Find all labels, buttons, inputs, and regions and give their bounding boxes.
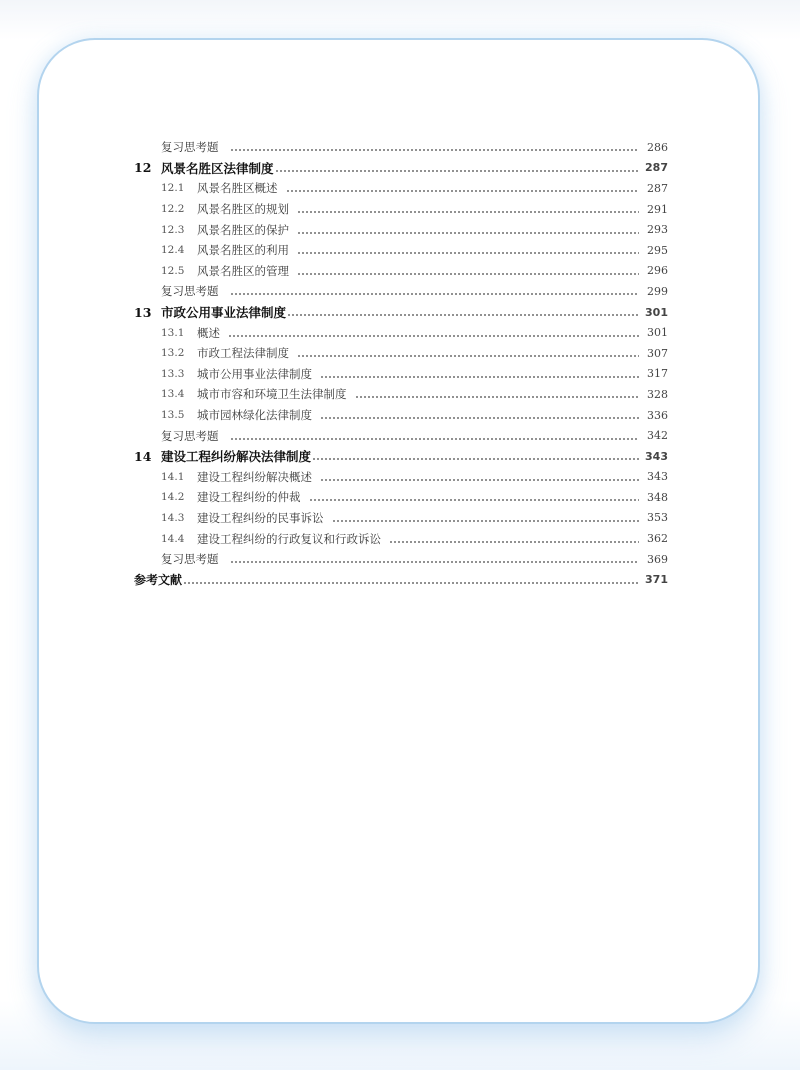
toc-entry-number: 13.5 bbox=[161, 409, 185, 422]
toc-page-number: 307 bbox=[647, 346, 668, 360]
toc-page-number: 362 bbox=[647, 532, 668, 546]
toc-review-entry[interactable] bbox=[134, 425, 668, 446]
dot-leader bbox=[320, 376, 639, 378]
toc-entry-number: 14.3 bbox=[161, 511, 185, 524]
toc-section-entry[interactable] bbox=[134, 178, 668, 199]
toc-entry-title: 建设工程纠纷解决概述 bbox=[197, 469, 312, 484]
toc-entry-title: 市政工程法律制度 bbox=[197, 346, 289, 361]
toc-entry-title: 建设工程纠纷的行政复议和行政诉讼 bbox=[197, 531, 381, 546]
toc-entry-title: 复习思考题 bbox=[161, 284, 219, 299]
dot-leader bbox=[297, 273, 639, 275]
toc-entry-number: 12.2 bbox=[161, 203, 185, 216]
toc-entry-title: 建设工程纠纷的民事诉讼 bbox=[197, 510, 324, 525]
dot-leader bbox=[228, 335, 639, 337]
toc-entry-title: 复习思考题 bbox=[161, 552, 219, 567]
toc-entry-title: 风景名胜区的管理 bbox=[197, 263, 289, 278]
toc-page-number: 317 bbox=[647, 367, 668, 381]
toc-section-entry[interactable] bbox=[134, 364, 668, 385]
toc-entry-number: 13.1 bbox=[161, 326, 185, 339]
toc-page-number: 301 bbox=[645, 305, 668, 319]
toc-page-number: 336 bbox=[647, 408, 668, 422]
dot-leader bbox=[183, 582, 639, 584]
toc-review-entry[interactable] bbox=[134, 137, 668, 158]
toc-page-number: 342 bbox=[647, 429, 668, 443]
dot-leader bbox=[297, 252, 639, 254]
toc-section-entry[interactable] bbox=[134, 343, 668, 364]
toc-page-number: 371 bbox=[645, 573, 668, 587]
toc-page-number: 353 bbox=[647, 511, 668, 525]
dot-leader bbox=[230, 561, 640, 563]
toc-section-entry[interactable] bbox=[134, 487, 668, 508]
toc-entry-number: 14 bbox=[134, 448, 152, 464]
dot-leader bbox=[320, 417, 639, 419]
toc-entry-number: 12 bbox=[134, 160, 152, 176]
toc-entry-number: 13.2 bbox=[161, 347, 185, 360]
toc-page-number: 343 bbox=[647, 470, 668, 484]
toc-entry-number: 13 bbox=[134, 304, 152, 320]
toc-entry-title: 风景名胜区的规划 bbox=[197, 202, 289, 217]
dot-leader bbox=[320, 479, 639, 481]
toc-page-number: 296 bbox=[647, 264, 668, 278]
dot-leader bbox=[230, 293, 640, 295]
toc-entry-title: 风景名胜区法律制度 bbox=[161, 160, 274, 176]
dot-leader bbox=[286, 190, 640, 192]
toc-entry-title: 建设工程纠纷解决法律制度 bbox=[161, 449, 312, 465]
dot-leader bbox=[287, 314, 639, 316]
toc-entry-number: 14.2 bbox=[161, 491, 185, 504]
toc-chapter-entry[interactable] bbox=[134, 302, 668, 323]
toc-page-number: 369 bbox=[647, 552, 668, 566]
toc-section-entry[interactable] bbox=[134, 467, 668, 488]
toc-entry-title: 参考文献 bbox=[134, 573, 183, 588]
toc-ref-entry[interactable] bbox=[134, 569, 668, 590]
toc-page-number: 293 bbox=[647, 223, 668, 237]
toc-entry-title: 城市园林绿化法律制度 bbox=[197, 408, 312, 423]
toc-entry-number: 13.4 bbox=[161, 388, 185, 401]
toc-page-number: 287 bbox=[647, 181, 668, 195]
toc-section-entry[interactable] bbox=[134, 261, 668, 282]
toc-entry-number: 12.1 bbox=[161, 182, 185, 195]
toc-entry-title: 市政公用事业法律制度 bbox=[161, 305, 287, 321]
toc-entry-title: 城市公用事业法律制度 bbox=[197, 366, 312, 381]
toc-section-entry[interactable] bbox=[134, 240, 668, 261]
dot-leader bbox=[389, 541, 639, 543]
toc-page-number: 291 bbox=[647, 202, 668, 216]
toc-page-number: 299 bbox=[647, 284, 668, 298]
toc-section-entry[interactable] bbox=[134, 405, 668, 426]
toc-entry-number: 12.4 bbox=[161, 244, 185, 257]
toc-section-entry[interactable] bbox=[134, 322, 668, 343]
dot-leader bbox=[230, 149, 640, 151]
toc-entry-title: 概述 bbox=[197, 325, 220, 340]
dot-leader bbox=[275, 170, 639, 172]
toc-chapter-entry[interactable] bbox=[134, 446, 668, 467]
toc-entry-title: 风景名胜区概述 bbox=[197, 181, 278, 196]
toc-entry-title: 城市市容和环境卫生法律制度 bbox=[197, 387, 347, 402]
toc-page-number: 286 bbox=[647, 140, 668, 154]
dot-leader bbox=[297, 211, 639, 213]
toc-entry-title: 复习思考题 bbox=[161, 428, 219, 443]
toc-entry-number: 14.1 bbox=[161, 470, 185, 483]
dot-leader bbox=[230, 438, 640, 440]
toc-page-number: 295 bbox=[647, 243, 668, 257]
dot-leader bbox=[297, 355, 639, 357]
table-of-contents bbox=[134, 137, 668, 590]
toc-entry-number: 13.3 bbox=[161, 367, 185, 380]
toc-page-number: 287 bbox=[645, 161, 668, 175]
toc-entry-title: 复习思考题 bbox=[161, 140, 219, 155]
dot-leader bbox=[297, 232, 639, 234]
dot-leader bbox=[332, 520, 640, 522]
toc-page-number: 328 bbox=[647, 387, 668, 401]
dot-leader bbox=[312, 458, 639, 460]
toc-chapter-entry[interactable] bbox=[134, 158, 668, 179]
toc-entry-title: 风景名胜区的保护 bbox=[197, 222, 289, 237]
toc-section-entry[interactable] bbox=[134, 199, 668, 220]
dot-leader bbox=[309, 499, 640, 501]
toc-review-entry[interactable] bbox=[134, 281, 668, 302]
toc-page-number: 301 bbox=[647, 326, 668, 340]
toc-section-entry[interactable] bbox=[134, 384, 668, 405]
toc-entry-number: 14.4 bbox=[161, 532, 185, 545]
toc-section-entry[interactable] bbox=[134, 219, 668, 240]
toc-entry-title: 建设工程纠纷的仲裁 bbox=[197, 490, 301, 505]
toc-page-number: 348 bbox=[647, 490, 668, 504]
toc-entry-title: 风景名胜区的利用 bbox=[197, 243, 289, 258]
dot-leader bbox=[355, 396, 640, 398]
toc-section-entry[interactable] bbox=[134, 508, 668, 529]
toc-review-entry[interactable] bbox=[134, 549, 668, 570]
toc-section-entry[interactable] bbox=[134, 528, 668, 549]
toc-page-number: 343 bbox=[645, 449, 668, 463]
toc-entry-number: 12.3 bbox=[161, 223, 185, 236]
toc-entry-number: 12.5 bbox=[161, 264, 185, 277]
